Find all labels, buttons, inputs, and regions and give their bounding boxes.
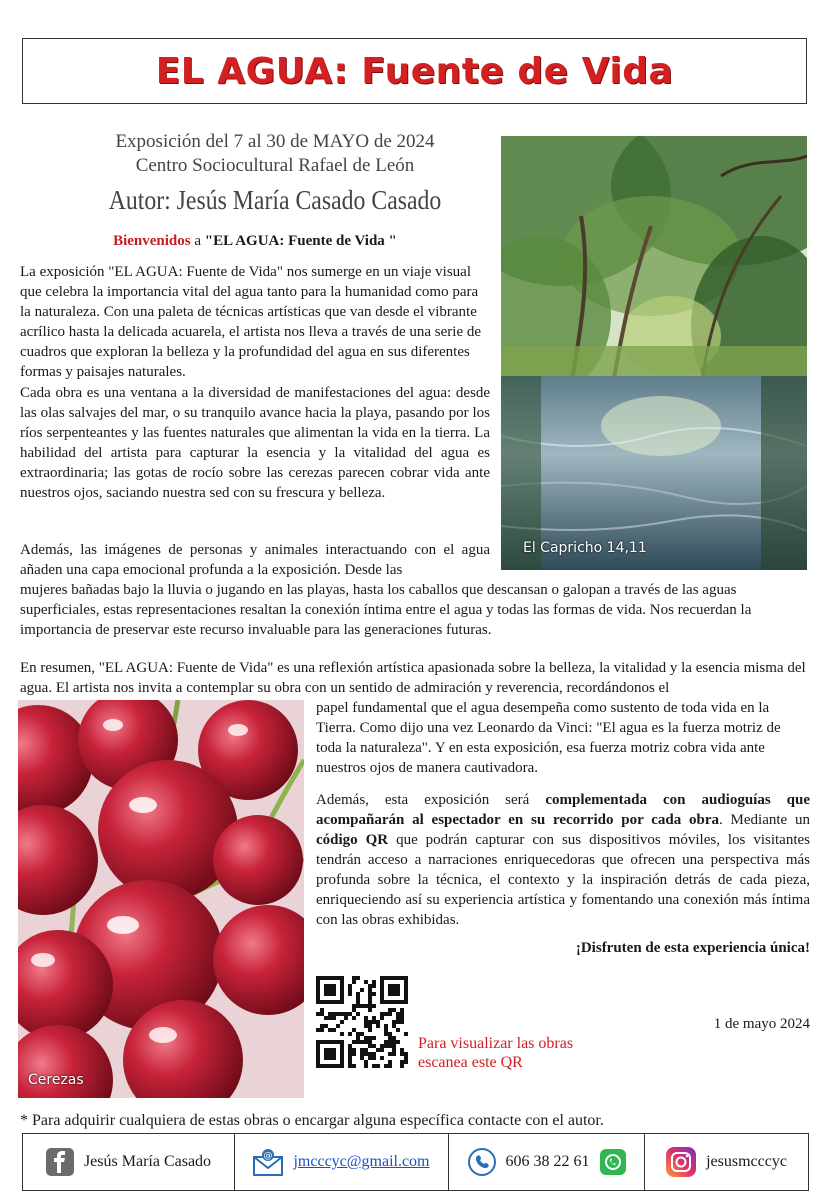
- people-paragraph-start: Además, las imágenes de personas y animales interactuando con el agua añaden una capa emocional profunda a la exposición. Desde las: [20, 542, 490, 578]
- envelope-icon: [253, 1148, 283, 1176]
- works-paragraph: Cada obra es una ventana a la diversidad de manifestaciones del agua: desde las olas salvajes del mar, o su tranquilo avance hacia la playa, pasando por los ríos serpenteantes y las fuentes naturales que alimentan la vida en la tierra. La habilidad del artista para capturar la esencia y la vitalidad del agua es extraordinaria; las gotas de rocío sobre las cerezas parecen cobrar vida ante nuestros ojos, saciando nuestra sed con su frescura y belleza.: [20, 385, 490, 501]
- exhibition-venue: Centro Sociocultural Rafael de León: [135, 155, 415, 176]
- phone-number: 606 38 22 61: [505, 1153, 590, 1170]
- qr-code-graphic: [316, 976, 408, 1068]
- audioguide-text-mid: . Mediante un: [719, 812, 810, 828]
- purchase-note: * Para adquirir cualquiera de estas obras o encargar alguna específica contacte con el autor.: [20, 1112, 604, 1129]
- phone-icon: [468, 1148, 496, 1176]
- title-box: [22, 38, 807, 104]
- email-contact[interactable]: [235, 1134, 449, 1190]
- intro-paragraph: La exposición "EL AGUA: Fuente de Vida" nos sumerge en un viaje visual que celebra la importancia vital del agua tanto para la humanidad como para la naturaleza. Con una paleta de técnicas artísticas que van desde el vibrante acrílico hasta la delicada acuarela, el artista nos lleva a través de una serie de cuadros que exploran la belleza y la profundidad del agua en sus diferentes formas y paisajes naturales.: [20, 264, 482, 380]
- qr-caption: [418, 1034, 658, 1072]
- qr-caption-line1: Para visualizar las obras: [418, 1035, 574, 1052]
- summary-paragraph-start: En resumen, "EL AGUA: Fuente de Vida" es una reflexión artística apasionada sobre la belleza, la vitalidad y la esencia misma del agua. El artista nos invita a contemplar su obra con un sentido de admiración y reverencia, recordándonos el: [20, 660, 806, 696]
- summary-paragraph-end: papel fundamental que el agua desempeña como sustento de toda vida en la Tierra. Como dijo una vez Leonardo da Vinci: "El agua es la fuerza motriz de toda la naturaleza". Y en esta exposición, esa fuerza motriz cobra vida ante nuestros ojos de manera cautivadora.: [316, 700, 781, 776]
- exhibition-author: Autor: Jesús María Casado Casado: [108, 185, 442, 215]
- welcome-connector: a: [190, 233, 205, 249]
- cherries-painting-caption: Cerezas: [28, 1072, 84, 1088]
- people-paragraph-end: mujeres bañadas bajo la lluvia o jugando en las playas, hasta los caballos que descansan o galopan a través de las aguas superficiales, estas representaciones resaltan la conexión íntima entre el agua y todas las formas de vida. Nos recuerdan la importancia de preservar este recurso invaluable para las generaciones futuras.: [20, 582, 752, 638]
- instagram-icon: [666, 1147, 696, 1177]
- welcome-line: [20, 233, 490, 250]
- qr-code[interactable]: [316, 976, 408, 1068]
- instagram-contact[interactable]: [645, 1134, 808, 1190]
- exhibition-dates: Exposición del 7 al 30 de MAYO de 2024: [115, 131, 435, 152]
- page-title: EL AGUA: Fuente de Vida: [155, 50, 674, 92]
- welcome-word: Bienvenidos: [113, 233, 191, 249]
- phone-contact[interactable]: [449, 1134, 645, 1190]
- audioguide-bold-text: complementada con audioguías que acompañarán al espectador en su recorrido por cada obra: [316, 792, 810, 828]
- instagram-handle: jesusmcccyc: [706, 1153, 787, 1170]
- facebook-icon: [46, 1148, 74, 1176]
- cherries-painting: [18, 700, 304, 1098]
- email-link[interactable]: jmcccyc@gmail.com: [293, 1153, 430, 1170]
- whatsapp-icon: [600, 1149, 626, 1175]
- audioguide-text-start: Además, esta exposición será: [316, 792, 546, 808]
- enjoy-message: ¡Disfruten de esta experiencia única!: [575, 940, 810, 956]
- river-painting: [501, 136, 807, 570]
- river-painting-caption: El Capricho 14,11: [523, 540, 647, 556]
- welcome-exhibition-name: "EL AGUA: Fuente de Vida ": [204, 233, 397, 249]
- qr-code-bold-text: código QR: [316, 832, 389, 848]
- qr-caption-line2: escanea este QR: [418, 1054, 523, 1071]
- facebook-name: Jesús María Casado: [83, 1153, 212, 1170]
- svg-text:@: @: [263, 1151, 273, 1161]
- contact-footer: [22, 1133, 809, 1191]
- audioguide-paragraph: [316, 790, 810, 930]
- audioguide-text-end: que podrán capturar con sus dispositivos móviles, los visitantes tendrán acceso a narraciones enriquecedoras que ofrecen una perspectiva más profunda sobre la técnica, el contexto y la inspiración detrás de cada pieza, enriqueciendo así su experiencia artística y fomentando una conexión más íntima con las obras exhibidas.: [316, 832, 811, 928]
- document-date: 1 de mayo 2024: [713, 1016, 810, 1032]
- facebook-contact[interactable]: [23, 1134, 235, 1190]
- exhibition-header: [80, 130, 470, 220]
